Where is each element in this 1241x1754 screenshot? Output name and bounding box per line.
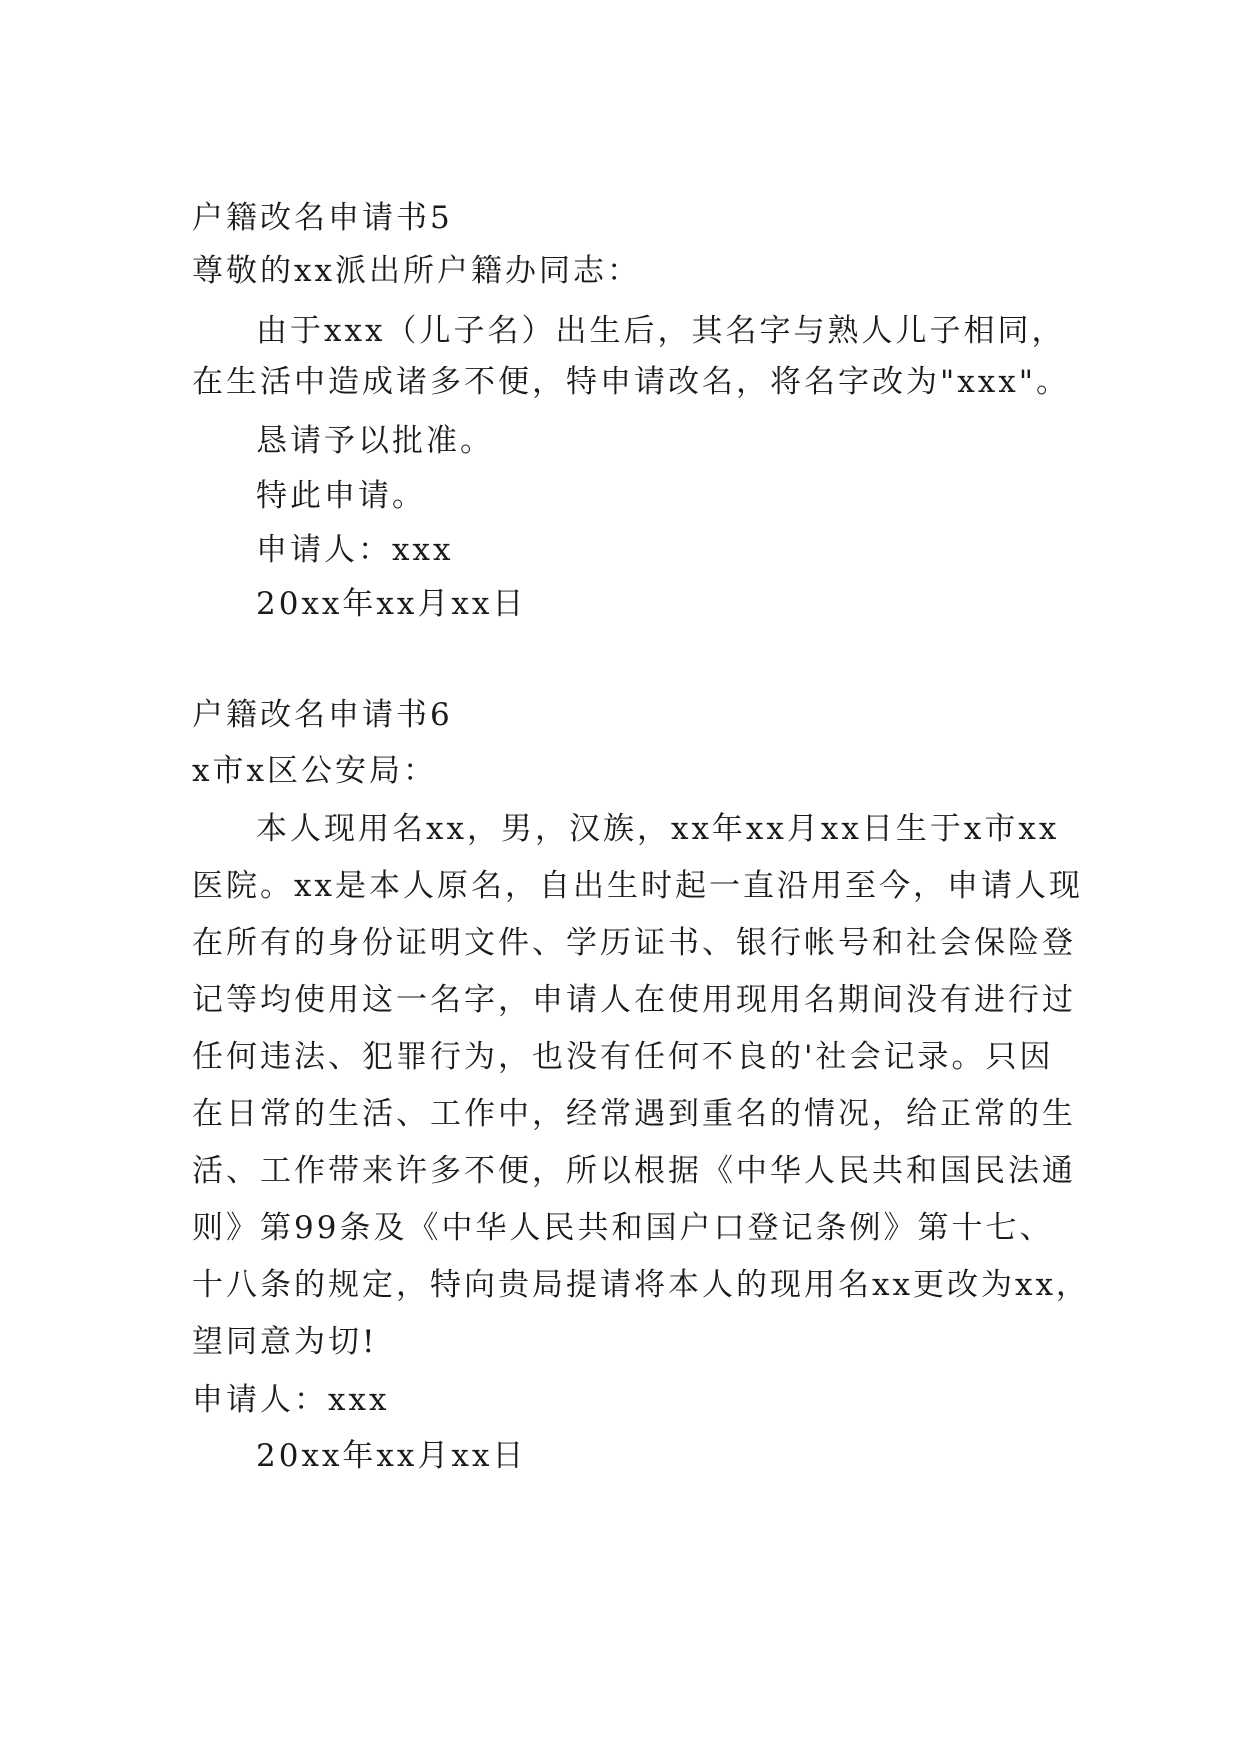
letter5-body-line: 在生活中造成诸多不便，特申请改名，将名字改为"xxx"。 (192, 364, 1070, 400)
letter6-body-line: 望同意为切! (192, 1324, 378, 1360)
letter6-title: 户籍改名申请书6 (192, 697, 453, 733)
letter5-salutation: 尊敬的xx派出所户籍办同志： (192, 253, 641, 289)
letter6-body-line: 在日常的生活、工作中，经常遇到重名的情况，给正常的生 (192, 1096, 1076, 1132)
letter5-date: 20xx年xx月xx日 (256, 586, 527, 622)
letter6-body-line: 任何违法、犯罪行为，也没有任何不良的'社会记录。只因 (192, 1039, 1054, 1075)
letter5-request: 恳请予以批准。 (256, 423, 494, 459)
letter6-applicant: 申请人：xxx (192, 1382, 390, 1418)
letter6-body-line: 活、工作带来许多不便，所以根据《中华人民共和国民法通 (192, 1153, 1076, 1189)
letter6-date: 20xx年xx月xx日 (256, 1438, 527, 1474)
letter6-body-line: 则》第99条及《中华人民共和国户口登记条例》第十七、 (192, 1210, 1054, 1246)
letter6-salutation: x市x区公安局： (192, 753, 437, 789)
letter6-body-line: 在所有的身份证明文件、学历证书、银行帐号和社会保险登 (192, 925, 1076, 961)
letter6-body-line: 记等均使用这一名字，申请人在使用现用名期间没有进行过 (192, 982, 1076, 1018)
letter6-body-line: 十八条的规定，特向贵局提请将本人的现用名xx更改为xx， (192, 1267, 1090, 1303)
letter6-body-line: 医院。xx是本人原名，自出生时起一直沿用至今，申请人现 (192, 868, 1083, 904)
letter6-body-line: 本人现用名xx，男，汉族，xx年xx月xx日生于x市xx (256, 811, 1060, 847)
letter5-body-line: 由于xxx（儿子名）出生后，其名字与熟人儿子相同， (256, 313, 1066, 349)
letter5-title: 户籍改名申请书5 (192, 200, 453, 236)
letter5-applicant: 申请人：xxx (256, 532, 454, 568)
letter5-closing: 特此申请。 (256, 478, 426, 514)
